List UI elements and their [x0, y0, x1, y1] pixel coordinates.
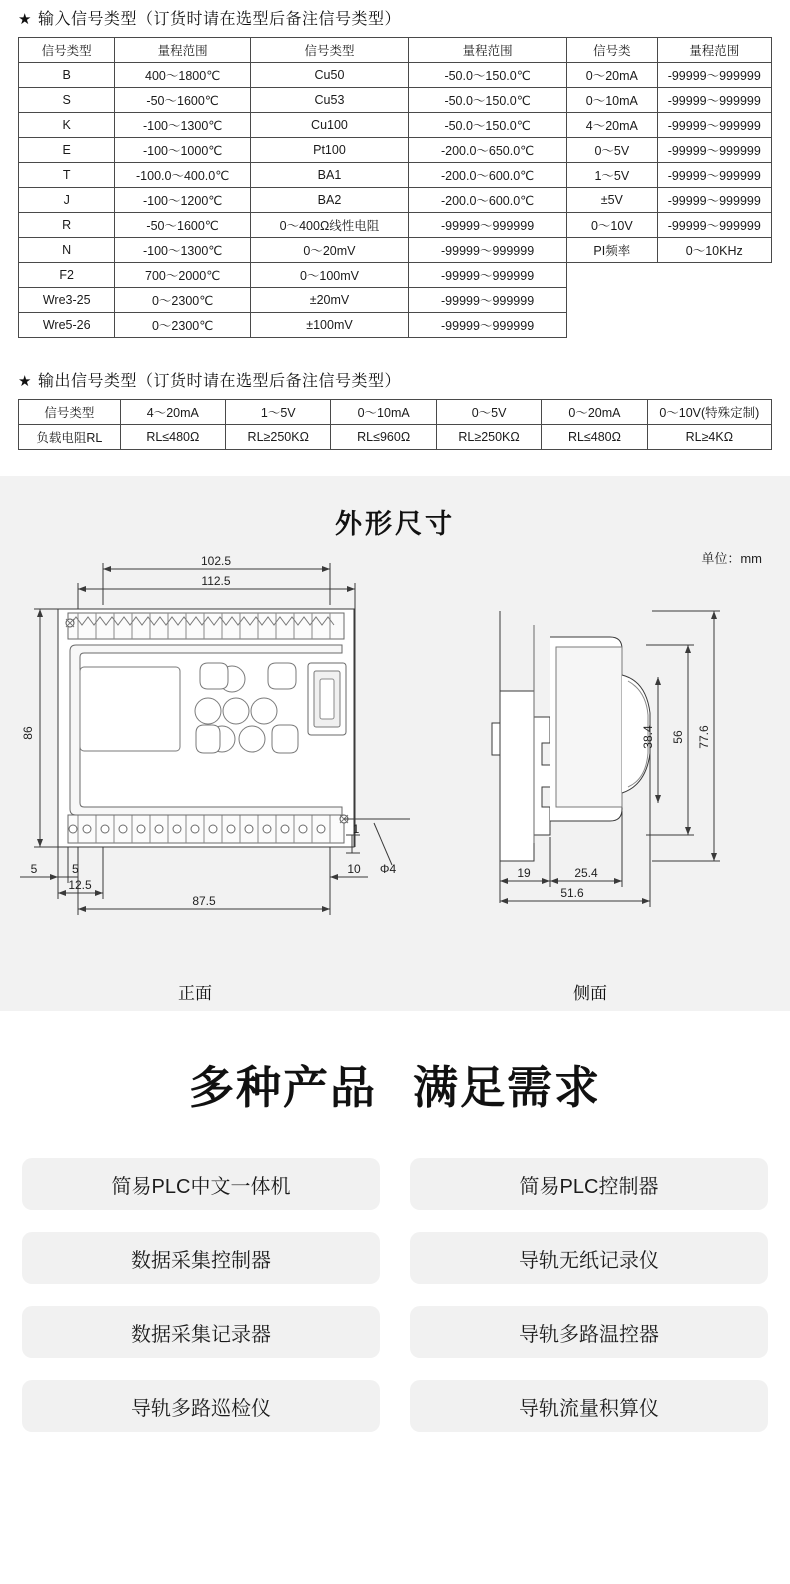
star-icon: ★	[18, 11, 32, 28]
cell: BA2	[250, 188, 408, 213]
table-row	[19, 425, 772, 450]
input-signal-table	[18, 37, 772, 338]
cell: 400～1800℃	[115, 63, 251, 88]
cell: RL≥4KΩ	[647, 425, 771, 450]
product-item-din-multi-scanner[interactable]: 导轨多路巡检仪	[22, 1380, 380, 1432]
output-heading-text: 输出信号类型（订货时请在选型后备注信号类型）	[37, 373, 401, 390]
cell: B	[19, 63, 115, 88]
cell: -99999～999999	[409, 288, 567, 313]
cell: J	[19, 188, 115, 213]
front-view-caption: 正面	[178, 984, 212, 1003]
table-row	[19, 88, 772, 113]
cell: 0～20mV	[250, 238, 408, 263]
cell: RL≥250KΩ	[436, 425, 541, 450]
cell: RL≤480Ω	[120, 425, 225, 450]
products-grid	[0, 1158, 790, 1432]
cell: 1～5V	[226, 400, 331, 425]
cell: E	[19, 138, 115, 163]
column-header: 信号类型	[250, 38, 408, 63]
cell: 4～20mA	[120, 400, 225, 425]
front-left-5-label: 5	[30, 862, 38, 876]
products-title-left: 多种产品	[188, 1062, 377, 1113]
cell: -200.0～650.0℃	[409, 138, 567, 163]
cell: -100～1300℃	[115, 238, 251, 263]
cell: ±100mV	[250, 313, 408, 338]
table-row	[19, 188, 772, 213]
cell: 0～2300℃	[115, 288, 251, 313]
cell: -50～1600℃	[115, 88, 251, 113]
column-header: 量程范围	[657, 38, 771, 63]
table-header-row	[19, 38, 772, 63]
products-title-right: 满足需求	[413, 1062, 602, 1113]
cell: 0～10mA	[567, 88, 657, 113]
cell: -200.0～600.0℃	[409, 163, 567, 188]
product-item-plc-controller[interactable]: 简易PLC控制器	[410, 1158, 768, 1210]
cell: 0～10KHz	[657, 238, 771, 263]
product-item-data-acq-recorder[interactable]: 数据采集记录器	[22, 1306, 380, 1358]
product-item-din-flow-totalizer[interactable]: 导轨流量积算仪	[410, 1380, 768, 1432]
cell: -50.0～150.0℃	[409, 63, 567, 88]
product-item-data-acq-controller[interactable]: 数据采集控制器	[22, 1232, 380, 1284]
cell: 0～2300℃	[115, 313, 251, 338]
output-table-wrap	[0, 399, 790, 450]
input-table-wrap	[0, 37, 790, 338]
side-h-56-label: 56	[671, 730, 685, 744]
cell: -50～1600℃	[115, 213, 251, 238]
cell: -99999～999999	[657, 63, 771, 88]
side-w-19-label: 19	[517, 866, 531, 880]
cell: 负载电阻RL	[19, 425, 121, 450]
front-hole-label: Φ4	[379, 862, 397, 876]
cell: Cu100	[250, 113, 408, 138]
side-h-776-label: 77.6	[697, 725, 711, 749]
product-item-din-multi-temp-controller[interactable]: 导轨多路温控器	[410, 1306, 768, 1358]
cell: RL≤480Ω	[542, 425, 647, 450]
table-row	[19, 113, 772, 138]
table-row	[19, 138, 772, 163]
cell: 0～10mA	[331, 400, 436, 425]
cell: -50.0～150.0℃	[409, 88, 567, 113]
cell: 4～20mA	[567, 113, 657, 138]
cell: S	[19, 88, 115, 113]
front-dim-10-label: 10	[347, 862, 361, 876]
column-header: 信号类	[567, 38, 657, 63]
side-w-516-label: 51.6	[560, 886, 584, 900]
table-row	[19, 163, 772, 188]
cell: RL≤960Ω	[331, 425, 436, 450]
input-section-heading	[0, 0, 790, 37]
cell: T	[19, 163, 115, 188]
products-section	[0, 1011, 790, 1478]
front-left-5b-label: 5	[72, 862, 79, 876]
cell: Wre3-25	[19, 288, 115, 313]
dimension-section	[0, 476, 790, 1011]
table-row	[19, 288, 772, 313]
cell: PI频率	[567, 238, 657, 263]
front-dim-1-label: 1	[352, 822, 360, 836]
cell: -99999～999999	[657, 113, 771, 138]
cell: 信号类型	[19, 400, 121, 425]
cell: -99999～999999	[657, 188, 771, 213]
cell: 1～5V	[567, 163, 657, 188]
star-icon: ★	[18, 373, 32, 390]
cell: -99999～999999	[657, 138, 771, 163]
input-heading-text: 输入信号类型（订货时请在选型后备注信号类型）	[37, 11, 401, 28]
table-row	[19, 63, 772, 88]
front-dim-12-5-label: 12.5	[68, 878, 92, 892]
cell: BA1	[250, 163, 408, 188]
cell: 0～20mA	[542, 400, 647, 425]
dimension-drawings	[0, 547, 790, 1003]
cell: 0～10V(特殊定制)	[647, 400, 771, 425]
cell: ±20mV	[250, 288, 408, 313]
cell: -99999～999999	[657, 88, 771, 113]
cell: Wre5-26	[19, 313, 115, 338]
cell-empty	[567, 313, 657, 338]
cell: Pt100	[250, 138, 408, 163]
cell: 0～10V	[567, 213, 657, 238]
column-header: 量程范围	[409, 38, 567, 63]
cell: N	[19, 238, 115, 263]
cell-empty	[567, 288, 657, 313]
cell: ±5V	[567, 188, 657, 213]
cell: Cu53	[250, 88, 408, 113]
cell-empty	[657, 313, 771, 338]
table-row	[19, 400, 772, 425]
cell: -99999～999999	[409, 313, 567, 338]
cell: -100～1200℃	[115, 188, 251, 213]
front-bottom-total-label: 87.5	[192, 894, 216, 908]
cell: -100～1300℃	[115, 113, 251, 138]
cell-empty	[567, 263, 657, 288]
cell: -100.0～400.0℃	[115, 163, 251, 188]
cell: -200.0～600.0℃	[409, 188, 567, 213]
product-item-din-paperless-recorder[interactable]: 导轨无纸记录仪	[410, 1232, 768, 1284]
cell: -99999～999999	[409, 263, 567, 288]
cell: 700～2000℃	[115, 263, 251, 288]
cell: -99999～999999	[409, 238, 567, 263]
dimension-title: 外形尺寸	[335, 509, 455, 539]
front-width-outer-label: 112.5	[201, 574, 231, 588]
cell: Cu50	[250, 63, 408, 88]
product-item-plc-hmi[interactable]: 简易PLC中文一体机	[22, 1158, 380, 1210]
column-header: 量程范围	[115, 38, 251, 63]
table-row	[19, 263, 772, 288]
cell: -99999～999999	[657, 163, 771, 188]
cell: 0～400Ω线性电阻	[250, 213, 408, 238]
cell: -50.0～150.0℃	[409, 113, 567, 138]
side-w-254-label: 25.4	[574, 866, 598, 880]
cell: R	[19, 213, 115, 238]
drawing-captions	[0, 979, 790, 1004]
table-row	[19, 213, 772, 238]
unit-note: 单位：mm	[701, 551, 762, 566]
cell: 0～5V	[567, 138, 657, 163]
cell: 0～100mV	[250, 263, 408, 288]
dimension-svg	[0, 547, 790, 977]
cell: 0～5V	[436, 400, 541, 425]
table-row	[19, 238, 772, 263]
cell: F2	[19, 263, 115, 288]
cell-empty	[657, 263, 771, 288]
table-row	[19, 313, 772, 338]
side-h-384-label: 38.4	[641, 725, 655, 749]
side-view-caption: 侧面	[573, 984, 607, 1003]
output-section-heading	[0, 362, 790, 399]
cell: -99999～999999	[657, 213, 771, 238]
cell: K	[19, 113, 115, 138]
column-header: 信号类型	[19, 38, 115, 63]
front-height-label: 86	[21, 726, 35, 740]
cell: -100～1000℃	[115, 138, 251, 163]
products-title	[0, 1051, 790, 1116]
cell: 0～20mA	[567, 63, 657, 88]
cell-empty	[657, 288, 771, 313]
cell: RL≥250KΩ	[226, 425, 331, 450]
cell: -99999～999999	[409, 213, 567, 238]
output-signal-table	[18, 399, 772, 450]
front-width-inner-label: 102.5	[200, 554, 232, 568]
